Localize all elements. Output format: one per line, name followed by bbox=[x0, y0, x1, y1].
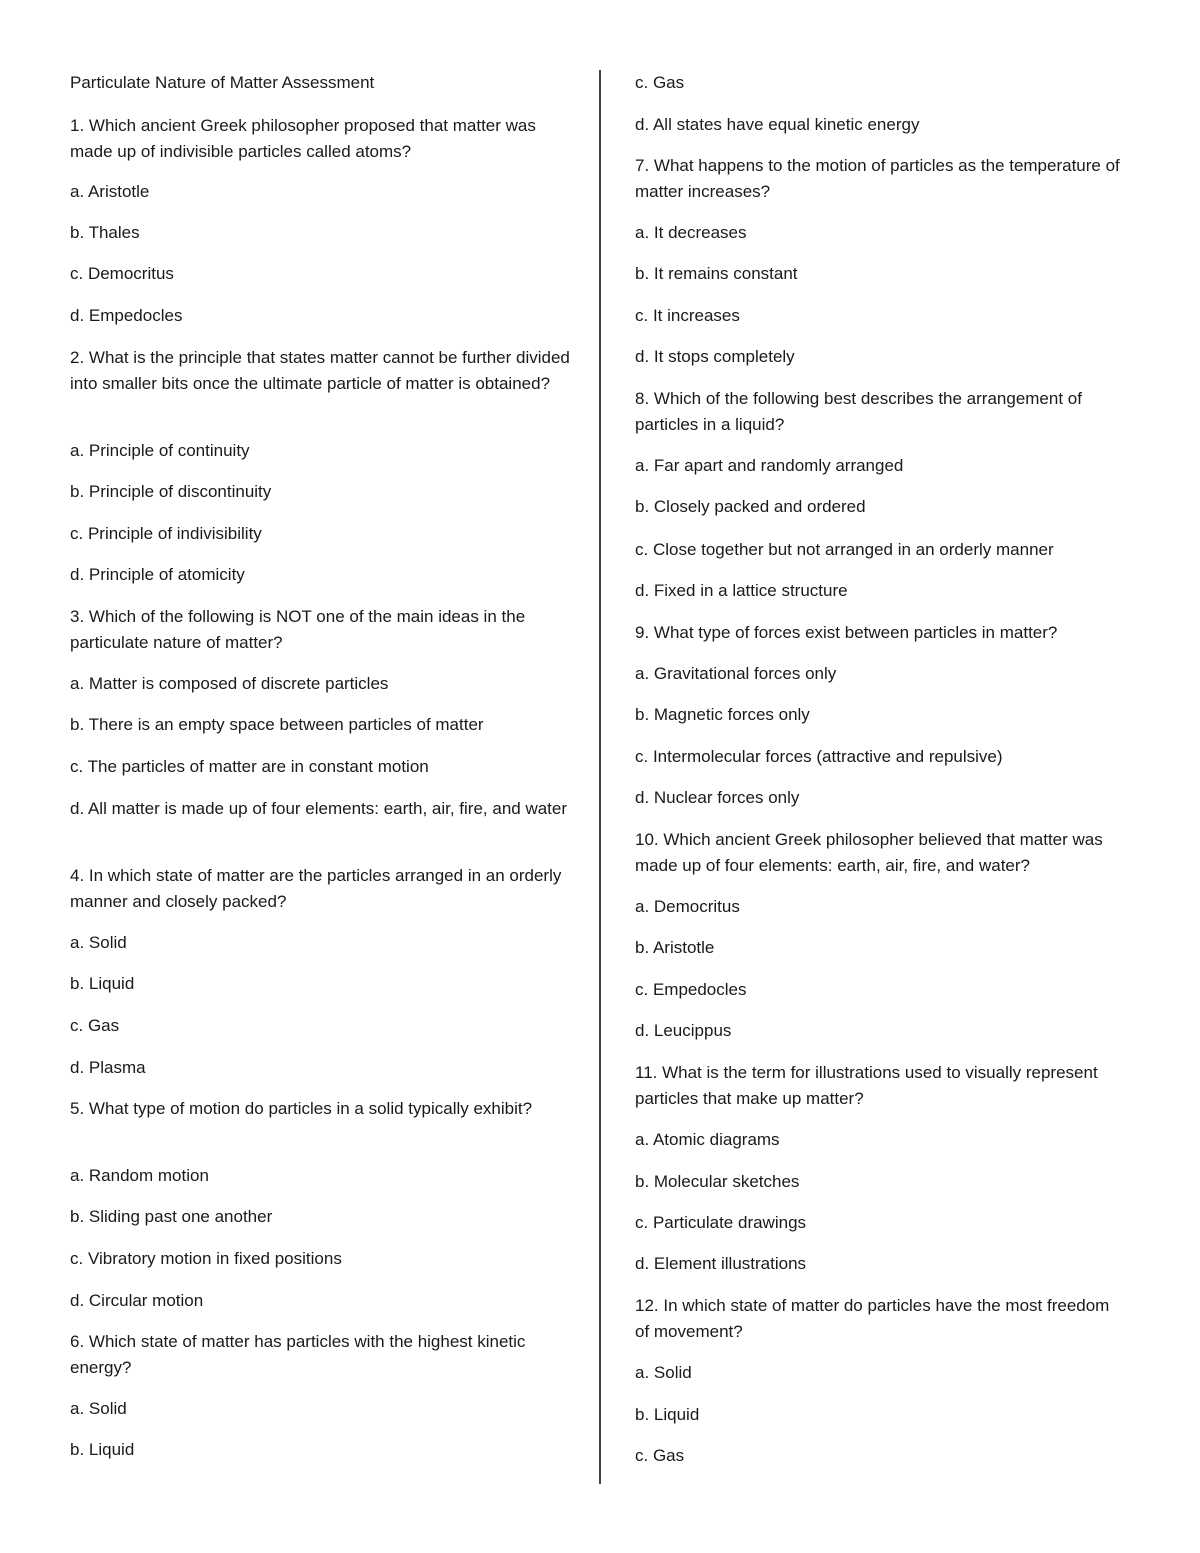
option: a. Principle of continuity bbox=[70, 441, 250, 460]
option: b. Magnetic forces only bbox=[635, 705, 810, 724]
question-9: 9. What type of forces exist between particles in matter? bbox=[635, 623, 1058, 642]
option: b. There is an empty space between particles of matter bbox=[70, 715, 484, 734]
option: c. Intermolecular forces (attractive and repulsive) bbox=[635, 747, 1003, 766]
option: a. Matter is composed of discrete particles bbox=[70, 674, 389, 693]
option: d. Empedocles bbox=[70, 306, 183, 325]
option: a. Solid bbox=[70, 933, 127, 952]
option: a. Random motion bbox=[70, 1166, 209, 1185]
option: d. All matter is made up of four elements: earth, air, fire, and water bbox=[70, 799, 568, 818]
option: b. Thales bbox=[70, 223, 140, 242]
option: d. It stops completely bbox=[635, 347, 795, 366]
question-8: 8. Which of the following best describes the arrangement of particles in a liquid? bbox=[635, 389, 1082, 434]
option: c. Particulate drawings bbox=[635, 1213, 807, 1232]
option: a. Solid bbox=[70, 1399, 127, 1418]
question-12: 12. In which state of matter do particles have the most freedom of movement? bbox=[635, 1296, 1110, 1341]
option: a. Far apart and randomly arranged bbox=[635, 456, 904, 475]
question-7: 7. What happens to the motion of particles as the temperature of matter increases? bbox=[635, 156, 1120, 201]
option: b. Sliding past one another bbox=[70, 1207, 273, 1226]
column-divider bbox=[599, 70, 601, 1484]
option: c. Empedocles bbox=[635, 980, 747, 999]
option: c. Democritus bbox=[70, 264, 174, 283]
option: b. Closely packed and ordered bbox=[635, 497, 866, 516]
option: b. It remains constant bbox=[635, 264, 798, 283]
option: d. Nuclear forces only bbox=[635, 788, 800, 807]
question-4: 4. In which state of matter are the particles arranged in an orderly manner and closely packed? bbox=[70, 866, 562, 911]
option: d. All states have equal kinetic energy bbox=[635, 115, 920, 134]
question-3: 3. Which of the following is NOT one of the main ideas in the particulate nature of matter? bbox=[70, 607, 526, 652]
option: d. Plasma bbox=[70, 1058, 146, 1077]
option: b. Aristotle bbox=[635, 938, 715, 957]
option: d. Principle of atomicity bbox=[70, 565, 245, 584]
option: a. Solid bbox=[635, 1363, 692, 1382]
question-5: 5. What type of motion do particles in a solid typically exhibit? bbox=[70, 1099, 533, 1118]
question-1: 1. Which ancient Greek philosopher proposed that matter was made up of indivisible particles called atoms? bbox=[70, 116, 536, 161]
option: b. Liquid bbox=[70, 1440, 135, 1459]
option: b. Principle of discontinuity bbox=[70, 482, 272, 501]
option: c. Gas bbox=[635, 73, 685, 92]
option: b. Molecular sketches bbox=[635, 1172, 800, 1191]
option: c. Close together but not arranged in an orderly manner bbox=[635, 540, 1054, 559]
option: a. Atomic diagrams bbox=[635, 1130, 780, 1149]
option: d. Element illustrations bbox=[635, 1254, 807, 1273]
option: b. Liquid bbox=[70, 974, 135, 993]
document-title: Particulate Nature of Matter Assessment bbox=[70, 73, 375, 92]
question-6: 6. Which state of matter has particles with the highest kinetic energy? bbox=[70, 1332, 526, 1377]
option: c. Principle of indivisibility bbox=[70, 524, 262, 543]
question-2: 2. What is the principle that states matter cannot be further divided into smaller bits once the ultimate particle of matter is obtained? bbox=[70, 348, 570, 393]
option: c. Vibratory motion in fixed positions bbox=[70, 1249, 342, 1268]
option: d. Fixed in a lattice structure bbox=[635, 581, 848, 600]
option: b. Liquid bbox=[635, 1405, 700, 1424]
option: a. Gravitational forces only bbox=[635, 664, 837, 683]
option: c. Gas bbox=[70, 1016, 120, 1035]
option: d. Circular motion bbox=[70, 1291, 204, 1310]
option: c. It increases bbox=[635, 306, 740, 325]
option: c. Gas bbox=[635, 1446, 685, 1465]
option: a. It decreases bbox=[635, 223, 747, 242]
option: c. The particles of matter are in constant motion bbox=[70, 757, 429, 776]
question-10: 10. Which ancient Greek philosopher believed that matter was made up of four elements: earth, air, fire, and water? bbox=[635, 830, 1103, 875]
option: a. Aristotle bbox=[70, 182, 150, 201]
option: a. Democritus bbox=[635, 897, 740, 916]
option: d. Leucippus bbox=[635, 1021, 732, 1040]
question-11: 11. What is the term for illustrations used to visually represent particles that make up matter? bbox=[635, 1063, 1098, 1108]
